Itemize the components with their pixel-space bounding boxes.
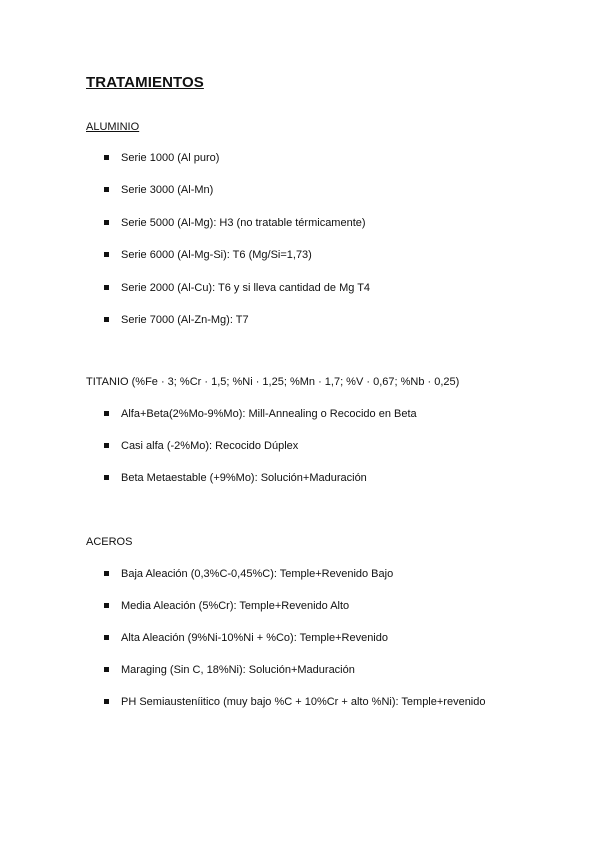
square-bullet-icon	[104, 155, 109, 160]
list-item	[104, 470, 417, 486]
square-bullet-icon	[104, 285, 109, 290]
list-item	[104, 438, 417, 454]
list-item	[104, 406, 417, 422]
list-item	[104, 598, 486, 614]
list-item	[104, 566, 486, 582]
list-item	[104, 630, 486, 646]
page-title: TRATAMIENTOS	[86, 74, 204, 91]
list-item	[104, 215, 370, 231]
list-item-text: Casi alfa (-2%Mo): Recocido Dúplex	[121, 440, 299, 452]
square-bullet-icon	[104, 187, 109, 192]
list-item-text: Alta Aleación (9%Ni-10%Ni + %Co): Temple+Revenido	[121, 632, 388, 644]
list-item-text: Serie 3000 (Al-Mn)	[121, 184, 214, 197]
list-item	[104, 150, 370, 166]
square-bullet-icon	[104, 220, 109, 225]
list-item-text: Baja Aleación (0,3%C-0,45%C): Temple+Revenido Bajo	[121, 568, 394, 580]
section-heading-titanio: TITANIO (%Fe · 3; %Cr · 1,5; %Ni · 1,25; %Mn · 1,7; %V · 0,67; %Nb · 0,25)	[86, 376, 460, 388]
square-bullet-icon	[104, 667, 109, 672]
list-aceros	[104, 566, 486, 726]
list-item-text: Maraging (Sin C, 18%Ni): Solución+Maduración	[121, 664, 355, 676]
list-item-text: Serie 5000 (Al-Mg): H3 (no tratable térmicamente)	[121, 216, 366, 229]
square-bullet-icon	[104, 475, 109, 480]
list-item-text: Alfa+Beta(2%Mo-9%Mo): Mill-Annealing o Recocido en Beta	[121, 408, 417, 420]
section-heading-aceros: ACEROS	[86, 536, 133, 548]
square-bullet-icon	[104, 252, 109, 257]
list-item	[104, 247, 370, 263]
list-item-text: PH Semiausteníitico (muy bajo %C + 10%Cr + alto %Ni): Temple+revenido	[121, 696, 486, 708]
square-bullet-icon	[104, 571, 109, 576]
square-bullet-icon	[104, 411, 109, 416]
list-item	[104, 312, 370, 328]
list-aluminio	[104, 150, 370, 344]
list-item-text: Serie 2000 (Al-Cu): T6 y si lleva cantidad de Mg T4	[121, 281, 371, 294]
square-bullet-icon	[104, 443, 109, 448]
list-item	[104, 280, 370, 296]
list-item	[104, 694, 486, 710]
square-bullet-icon	[104, 603, 109, 608]
list-titanio	[104, 406, 417, 502]
square-bullet-icon	[104, 699, 109, 704]
list-item-text: Serie 7000 (Al-Zn-Mg): T7	[121, 313, 249, 326]
square-bullet-icon	[104, 635, 109, 640]
list-item-text: Beta Metaestable (+9%Mo): Solución+Maduración	[121, 472, 367, 484]
list-item-text: Serie 1000 (Al puro)	[121, 152, 220, 164]
section-heading-aluminio: ALUMINIO	[86, 121, 140, 133]
list-item-text: Media Aleación (5%Cr): Temple+Revenido Alto	[121, 600, 350, 612]
list-item-text: Serie 6000 (Al-Mg-Si): T6 (Mg/Si=1,73)	[121, 249, 312, 262]
square-bullet-icon	[104, 317, 109, 322]
list-item	[104, 662, 486, 678]
list-item	[104, 182, 370, 198]
